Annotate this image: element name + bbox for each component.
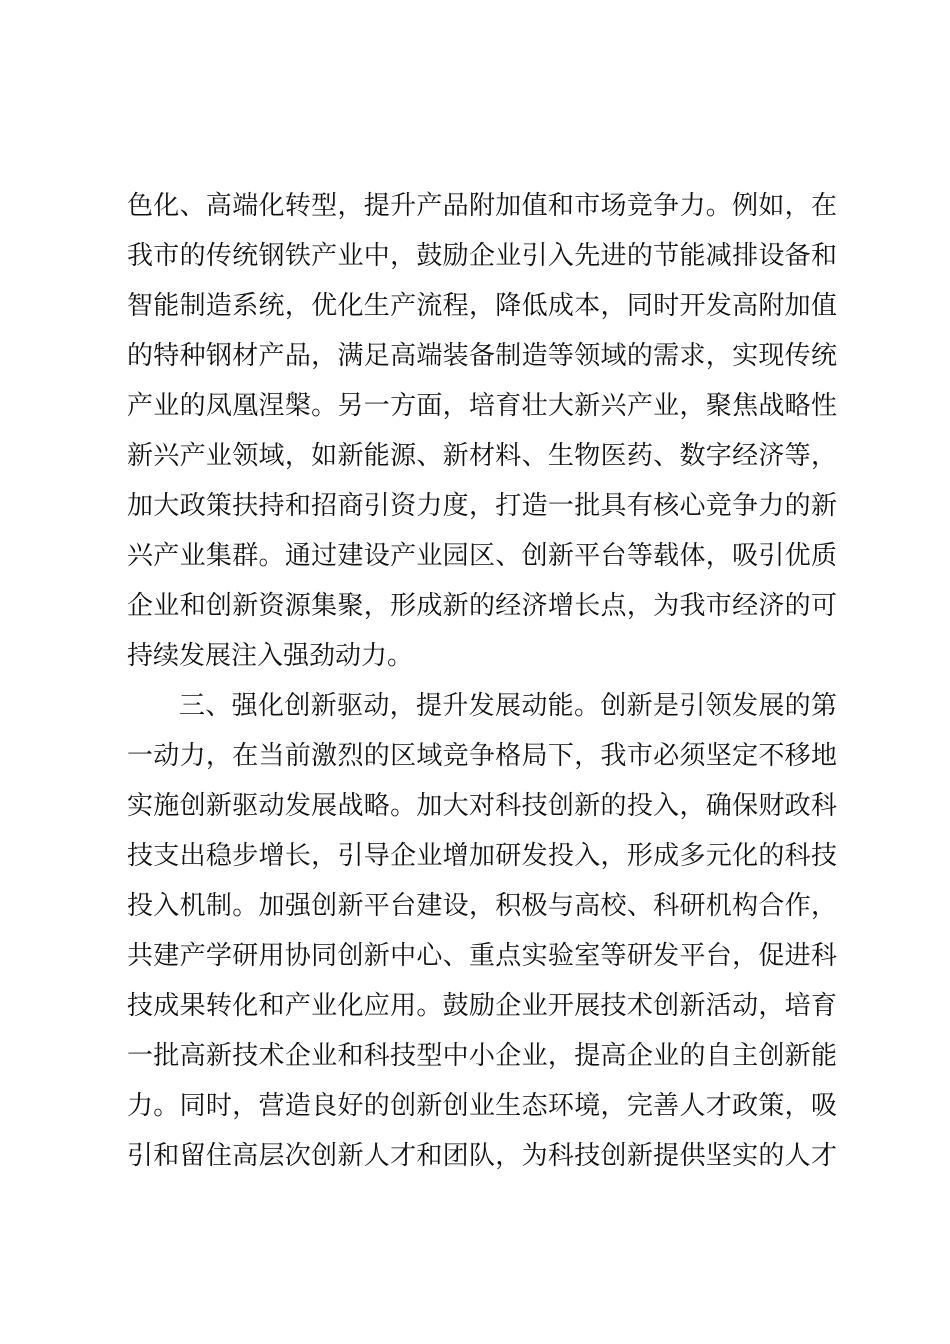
paragraph-line: 力。同时，营造良好的创新创业生态环境，完善人才政策，吸 xyxy=(127,1091,837,1121)
paragraph-line: 新兴产业领域，如新能源、新材料、生物医药、数字经济等， xyxy=(127,441,837,471)
paragraph-line: 我市的传统钢铁产业中，鼓励企业引入先进的节能减排设备和 xyxy=(127,241,837,271)
paragraph-line: 技支出稳步增长，引导企业增加研发投入，形成多元化的科技 xyxy=(127,841,837,871)
paragraph-line: 加大政策扶持和招商引资力度，打造一批具有核心竞争力的新 xyxy=(127,491,837,521)
paragraph-line: 持续发展注入强劲动力。 xyxy=(127,641,414,671)
paragraph-line: 色化、高端化转型，提升产品附加值和市场竞争力。例如，在 xyxy=(127,191,837,221)
paragraph-line: 产业的凤凰涅槃。另一方面，培育壮大新兴产业，聚焦战略性 xyxy=(127,391,837,421)
section-heading: 三、强化创新驱动，提升发展动能。 xyxy=(179,691,601,721)
paragraph-line: 一动力，在当前激烈的区域竞争格局下，我市必须坚定不移地 xyxy=(127,741,837,771)
paragraph-line-rest: 创新是引领发展的第 xyxy=(600,691,837,721)
paragraph-line: 投入机制。加强创新平台建设，积极与高校、科研机构合作， xyxy=(127,891,837,921)
paragraph-line: 引和留住高层次创新人才和团队，为科技创新提供坚实的人才 xyxy=(127,1141,837,1171)
section-heading-line xyxy=(179,681,837,731)
paragraph-line: 共建产学研用协同创新中心、重点实验室等研发平台，促进科 xyxy=(127,941,837,971)
paragraph-line: 技成果转化和产业化应用。鼓励企业开展技术创新活动，培育 xyxy=(127,991,837,1021)
paragraph-line: 实施创新驱动发展战略。加大对科技创新的投入，确保财政科 xyxy=(127,791,837,821)
paragraph-line: 企业和创新资源集聚，形成新的经济增长点，为我市经济的可 xyxy=(127,591,837,621)
paragraph-line: 一批高新技术企业和科技型中小企业，提高企业的自主创新能 xyxy=(127,1041,837,1071)
paragraph-line: 兴产业集群。通过建设产业园区、创新平台等载体，吸引优质 xyxy=(127,541,837,571)
paragraph-line: 智能制造系统，优化生产流程，降低成本，同时开发高附加值 xyxy=(127,291,837,321)
paragraph-line: 的特种钢材产品，满足高端装备制造等领域的需求，实现传统 xyxy=(127,341,837,371)
